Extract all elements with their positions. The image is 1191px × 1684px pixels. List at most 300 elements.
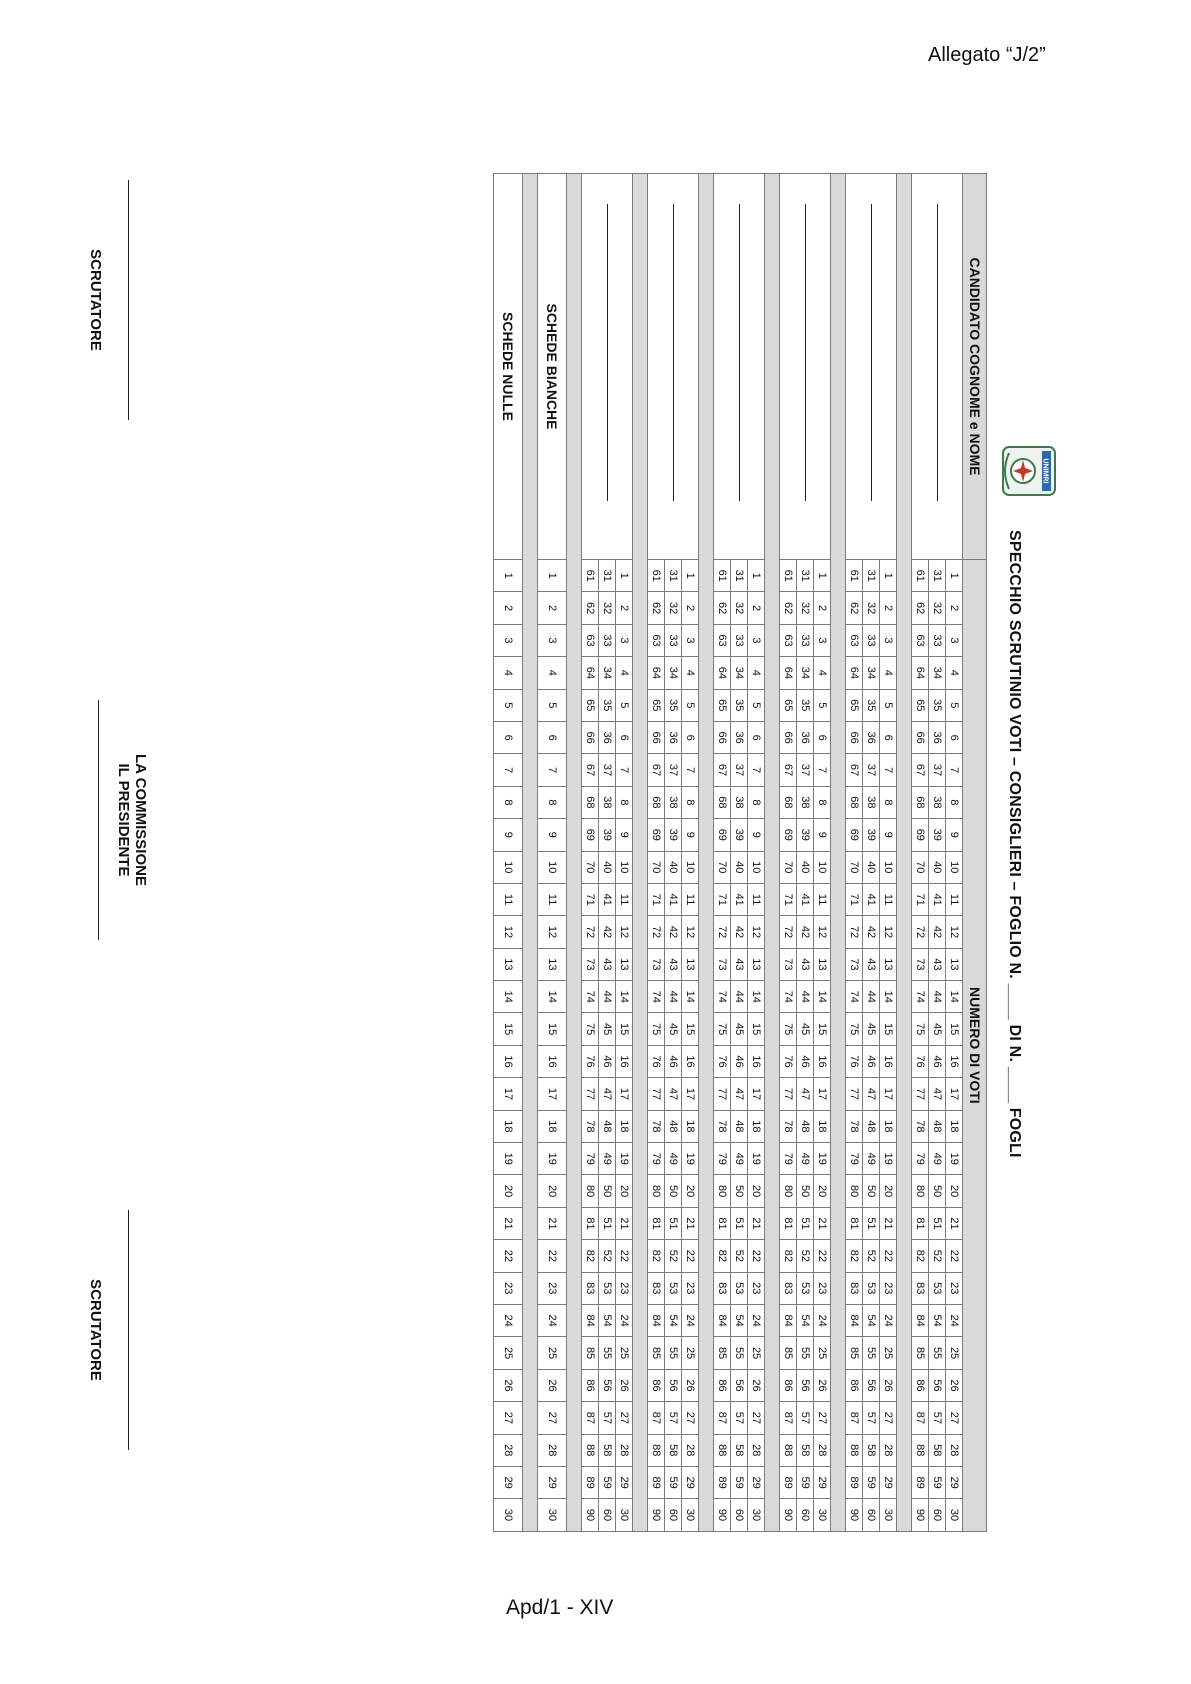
vote-number[interactable]: 51: [599, 1207, 616, 1239]
vote-number[interactable]: 56: [929, 1369, 946, 1401]
vote-number[interactable]: 71: [648, 883, 665, 915]
vote-number[interactable]: 48: [665, 1110, 682, 1142]
vote-number[interactable]: 57: [863, 1402, 880, 1434]
vote-number[interactable]: 1: [946, 560, 963, 592]
vote-number[interactable]: 90: [846, 1499, 863, 1531]
vote-number[interactable]: 29: [880, 1466, 897, 1498]
vote-number[interactable]: 4: [946, 657, 963, 689]
vote-number[interactable]: 21: [616, 1207, 633, 1239]
vote-number[interactable]: 75: [582, 1013, 599, 1045]
vote-number[interactable]: 13: [538, 948, 567, 980]
vote-number[interactable]: 29: [682, 1466, 699, 1498]
vote-number[interactable]: 77: [780, 1078, 797, 1110]
vote-number[interactable]: 87: [714, 1402, 731, 1434]
vote-number[interactable]: 43: [797, 948, 814, 980]
vote-number[interactable]: 15: [494, 1013, 523, 1045]
vote-number[interactable]: 1: [880, 560, 897, 592]
vote-number[interactable]: 19: [814, 1143, 831, 1175]
vote-number[interactable]: 74: [648, 981, 665, 1013]
vote-number[interactable]: 19: [494, 1143, 523, 1175]
vote-number[interactable]: 8: [538, 786, 567, 818]
vote-number[interactable]: 5: [494, 689, 523, 721]
vote-number[interactable]: 12: [494, 916, 523, 948]
vote-number[interactable]: 75: [912, 1013, 929, 1045]
vote-number[interactable]: 29: [814, 1466, 831, 1498]
vote-number[interactable]: 28: [748, 1434, 765, 1466]
vote-number[interactable]: 68: [912, 786, 929, 818]
vote-number[interactable]: 28: [682, 1434, 699, 1466]
vote-number[interactable]: 43: [929, 948, 946, 980]
vote-number[interactable]: 35: [797, 689, 814, 721]
vote-number[interactable]: 49: [929, 1143, 946, 1175]
vote-number[interactable]: 76: [582, 1045, 599, 1077]
vote-number[interactable]: 4: [814, 657, 831, 689]
vote-number[interactable]: 66: [582, 721, 599, 753]
vote-number[interactable]: 23: [748, 1272, 765, 1304]
vote-number[interactable]: 36: [929, 721, 946, 753]
vote-number[interactable]: 14: [538, 981, 567, 1013]
vote-number[interactable]: 20: [616, 1175, 633, 1207]
vote-number[interactable]: 33: [929, 624, 946, 656]
vote-number[interactable]: 38: [599, 786, 616, 818]
vote-number[interactable]: 63: [912, 624, 929, 656]
vote-number[interactable]: 2: [748, 592, 765, 624]
vote-number[interactable]: 80: [912, 1175, 929, 1207]
vote-number[interactable]: 62: [912, 592, 929, 624]
vote-number[interactable]: 18: [494, 1110, 523, 1142]
vote-number[interactable]: 67: [582, 754, 599, 786]
vote-number[interactable]: 90: [582, 1499, 599, 1531]
vote-number[interactable]: 80: [846, 1175, 863, 1207]
vote-number[interactable]: 9: [748, 819, 765, 851]
vote-number[interactable]: 87: [780, 1402, 797, 1434]
vote-number[interactable]: 18: [946, 1110, 963, 1142]
vote-number[interactable]: 85: [780, 1337, 797, 1369]
vote-number[interactable]: 26: [946, 1369, 963, 1401]
vote-number[interactable]: 20: [880, 1175, 897, 1207]
vote-number[interactable]: 69: [912, 819, 929, 851]
vote-number[interactable]: 79: [846, 1143, 863, 1175]
vote-number[interactable]: 4: [880, 657, 897, 689]
vote-number[interactable]: 38: [797, 786, 814, 818]
vote-number[interactable]: 15: [880, 1013, 897, 1045]
vote-number[interactable]: 39: [599, 819, 616, 851]
vote-number[interactable]: 67: [648, 754, 665, 786]
vote-number[interactable]: 65: [582, 689, 599, 721]
vote-number[interactable]: 28: [616, 1434, 633, 1466]
vote-number[interactable]: 53: [863, 1272, 880, 1304]
vote-number[interactable]: 10: [494, 851, 523, 883]
vote-number[interactable]: 32: [731, 592, 748, 624]
vote-number[interactable]: 64: [714, 657, 731, 689]
vote-number[interactable]: 77: [648, 1078, 665, 1110]
vote-number[interactable]: 6: [494, 721, 523, 753]
vote-number[interactable]: 25: [538, 1337, 567, 1369]
vote-number[interactable]: 42: [599, 916, 616, 948]
vote-number[interactable]: 21: [880, 1207, 897, 1239]
candidate-name-field[interactable]: [582, 174, 633, 560]
vote-number[interactable]: 86: [714, 1369, 731, 1401]
vote-number[interactable]: 85: [582, 1337, 599, 1369]
vote-number[interactable]: 71: [846, 883, 863, 915]
vote-number[interactable]: 48: [599, 1110, 616, 1142]
vote-number[interactable]: 50: [599, 1175, 616, 1207]
vote-number[interactable]: 13: [880, 948, 897, 980]
vote-number[interactable]: 27: [946, 1402, 963, 1434]
vote-number[interactable]: 17: [538, 1078, 567, 1110]
vote-number[interactable]: 53: [797, 1272, 814, 1304]
vote-number[interactable]: 88: [582, 1434, 599, 1466]
vote-number[interactable]: 38: [665, 786, 682, 818]
vote-number[interactable]: 26: [616, 1369, 633, 1401]
vote-number[interactable]: 22: [494, 1240, 523, 1272]
vote-number[interactable]: 44: [929, 981, 946, 1013]
vote-number[interactable]: 2: [814, 592, 831, 624]
vote-number[interactable]: 3: [538, 624, 567, 656]
vote-number[interactable]: 79: [648, 1143, 665, 1175]
vote-number[interactable]: 5: [616, 689, 633, 721]
vote-number[interactable]: 22: [616, 1240, 633, 1272]
vote-number[interactable]: 18: [682, 1110, 699, 1142]
vote-number[interactable]: 18: [748, 1110, 765, 1142]
vote-number[interactable]: 21: [494, 1207, 523, 1239]
vote-number[interactable]: 77: [846, 1078, 863, 1110]
vote-number[interactable]: 76: [912, 1045, 929, 1077]
vote-number[interactable]: 74: [582, 981, 599, 1013]
vote-number[interactable]: 44: [863, 981, 880, 1013]
vote-number[interactable]: 16: [814, 1045, 831, 1077]
vote-number[interactable]: 27: [494, 1402, 523, 1434]
vote-number[interactable]: 45: [599, 1013, 616, 1045]
vote-number[interactable]: 27: [616, 1402, 633, 1434]
candidate-name-field[interactable]: [846, 174, 897, 560]
vote-number[interactable]: 49: [599, 1143, 616, 1175]
vote-number[interactable]: 67: [846, 754, 863, 786]
vote-number[interactable]: 60: [599, 1499, 616, 1531]
vote-number[interactable]: 35: [599, 689, 616, 721]
vote-number[interactable]: 28: [880, 1434, 897, 1466]
vote-number[interactable]: 46: [599, 1045, 616, 1077]
vote-number[interactable]: 23: [682, 1272, 699, 1304]
vote-number[interactable]: 26: [494, 1369, 523, 1401]
vote-number[interactable]: 40: [665, 851, 682, 883]
vote-number[interactable]: 56: [731, 1369, 748, 1401]
vote-number[interactable]: 28: [946, 1434, 963, 1466]
vote-number[interactable]: 73: [780, 948, 797, 980]
vote-number[interactable]: 24: [880, 1304, 897, 1336]
vote-number[interactable]: 31: [797, 560, 814, 592]
vote-number[interactable]: 33: [863, 624, 880, 656]
vote-number[interactable]: 21: [946, 1207, 963, 1239]
vote-number[interactable]: 36: [599, 721, 616, 753]
vote-number[interactable]: 82: [780, 1240, 797, 1272]
vote-number[interactable]: 83: [912, 1272, 929, 1304]
vote-number[interactable]: 21: [538, 1207, 567, 1239]
vote-number[interactable]: 25: [616, 1337, 633, 1369]
vote-number[interactable]: 47: [863, 1078, 880, 1110]
vote-number[interactable]: 29: [494, 1466, 523, 1498]
vote-number[interactable]: 60: [797, 1499, 814, 1531]
vote-number[interactable]: 57: [599, 1402, 616, 1434]
vote-number[interactable]: 11: [616, 883, 633, 915]
vote-number[interactable]: 45: [731, 1013, 748, 1045]
vote-number[interactable]: 30: [616, 1499, 633, 1531]
vote-number[interactable]: 10: [946, 851, 963, 883]
vote-number[interactable]: 12: [538, 916, 567, 948]
vote-number[interactable]: 77: [714, 1078, 731, 1110]
vote-number[interactable]: 56: [863, 1369, 880, 1401]
vote-number[interactable]: 59: [731, 1466, 748, 1498]
vote-number[interactable]: 80: [648, 1175, 665, 1207]
vote-number[interactable]: 71: [912, 883, 929, 915]
vote-number[interactable]: 50: [731, 1175, 748, 1207]
vote-number[interactable]: 67: [780, 754, 797, 786]
vote-number[interactable]: 70: [846, 851, 863, 883]
vote-number[interactable]: 66: [648, 721, 665, 753]
vote-number[interactable]: 23: [880, 1272, 897, 1304]
vote-number[interactable]: 31: [665, 560, 682, 592]
vote-number[interactable]: 85: [648, 1337, 665, 1369]
vote-number[interactable]: 13: [946, 948, 963, 980]
vote-number[interactable]: 10: [748, 851, 765, 883]
vote-number[interactable]: 72: [648, 916, 665, 948]
vote-number[interactable]: 26: [748, 1369, 765, 1401]
vote-number[interactable]: 29: [538, 1466, 567, 1498]
vote-number[interactable]: 41: [797, 883, 814, 915]
vote-number[interactable]: 20: [814, 1175, 831, 1207]
vote-number[interactable]: 81: [648, 1207, 665, 1239]
vote-number[interactable]: 58: [599, 1434, 616, 1466]
vote-number[interactable]: 18: [538, 1110, 567, 1142]
vote-number[interactable]: 44: [599, 981, 616, 1013]
vote-number[interactable]: 44: [797, 981, 814, 1013]
vote-number[interactable]: 22: [538, 1240, 567, 1272]
vote-number[interactable]: 47: [731, 1078, 748, 1110]
vote-number[interactable]: 8: [748, 786, 765, 818]
vote-number[interactable]: 63: [648, 624, 665, 656]
vote-number[interactable]: 50: [863, 1175, 880, 1207]
vote-number[interactable]: 52: [665, 1240, 682, 1272]
vote-number[interactable]: 51: [731, 1207, 748, 1239]
vote-number[interactable]: 24: [748, 1304, 765, 1336]
vote-number[interactable]: 23: [494, 1272, 523, 1304]
vote-number[interactable]: 20: [494, 1175, 523, 1207]
vote-number[interactable]: 51: [797, 1207, 814, 1239]
vote-number[interactable]: 62: [780, 592, 797, 624]
vote-number[interactable]: 48: [863, 1110, 880, 1142]
vote-number[interactable]: 62: [846, 592, 863, 624]
vote-number[interactable]: 37: [665, 754, 682, 786]
vote-number[interactable]: 40: [929, 851, 946, 883]
vote-number[interactable]: 67: [912, 754, 929, 786]
vote-number[interactable]: 8: [682, 786, 699, 818]
vote-number[interactable]: 58: [929, 1434, 946, 1466]
vote-number[interactable]: 5: [682, 689, 699, 721]
vote-number[interactable]: 82: [648, 1240, 665, 1272]
vote-number[interactable]: 10: [880, 851, 897, 883]
vote-number[interactable]: 25: [682, 1337, 699, 1369]
vote-number[interactable]: 78: [780, 1110, 797, 1142]
vote-number[interactable]: 15: [814, 1013, 831, 1045]
vote-number[interactable]: 69: [780, 819, 797, 851]
vote-number[interactable]: 34: [797, 657, 814, 689]
vote-number[interactable]: 66: [714, 721, 731, 753]
vote-number[interactable]: 8: [880, 786, 897, 818]
vote-number[interactable]: 41: [665, 883, 682, 915]
vote-number[interactable]: 24: [682, 1304, 699, 1336]
vote-number[interactable]: 50: [665, 1175, 682, 1207]
vote-number[interactable]: 7: [814, 754, 831, 786]
vote-number[interactable]: 8: [494, 786, 523, 818]
vote-number[interactable]: 23: [946, 1272, 963, 1304]
vote-number[interactable]: 81: [714, 1207, 731, 1239]
vote-number[interactable]: 72: [582, 916, 599, 948]
vote-number[interactable]: 12: [748, 916, 765, 948]
vote-number[interactable]: 17: [880, 1078, 897, 1110]
vote-number[interactable]: 15: [946, 1013, 963, 1045]
vote-number[interactable]: 21: [814, 1207, 831, 1239]
vote-number[interactable]: 14: [946, 981, 963, 1013]
vote-number[interactable]: 13: [814, 948, 831, 980]
vote-number[interactable]: 58: [863, 1434, 880, 1466]
vote-number[interactable]: 52: [863, 1240, 880, 1272]
vote-number[interactable]: 87: [582, 1402, 599, 1434]
vote-number[interactable]: 82: [714, 1240, 731, 1272]
vote-number[interactable]: 26: [814, 1369, 831, 1401]
vote-number[interactable]: 61: [780, 560, 797, 592]
vote-number[interactable]: 75: [846, 1013, 863, 1045]
vote-number[interactable]: 68: [780, 786, 797, 818]
vote-number[interactable]: 81: [912, 1207, 929, 1239]
vote-number[interactable]: 63: [714, 624, 731, 656]
vote-number[interactable]: 53: [929, 1272, 946, 1304]
vote-number[interactable]: 11: [814, 883, 831, 915]
vote-number[interactable]: 47: [929, 1078, 946, 1110]
vote-number[interactable]: 89: [648, 1466, 665, 1498]
vote-number[interactable]: 55: [599, 1337, 616, 1369]
vote-number[interactable]: 6: [616, 721, 633, 753]
vote-number[interactable]: 4: [538, 657, 567, 689]
candidate-name-field[interactable]: [780, 174, 831, 560]
vote-number[interactable]: 55: [929, 1337, 946, 1369]
vote-number[interactable]: 5: [538, 689, 567, 721]
vote-number[interactable]: 42: [797, 916, 814, 948]
vote-number[interactable]: 18: [616, 1110, 633, 1142]
vote-number[interactable]: 80: [780, 1175, 797, 1207]
vote-number[interactable]: 25: [814, 1337, 831, 1369]
vote-number[interactable]: 84: [846, 1304, 863, 1336]
vote-number[interactable]: 30: [538, 1499, 567, 1531]
vote-number[interactable]: 21: [748, 1207, 765, 1239]
vote-number[interactable]: 14: [814, 981, 831, 1013]
vote-number[interactable]: 21: [682, 1207, 699, 1239]
vote-number[interactable]: 33: [599, 624, 616, 656]
vote-number[interactable]: 37: [599, 754, 616, 786]
vote-number[interactable]: 13: [682, 948, 699, 980]
vote-number[interactable]: 3: [494, 624, 523, 656]
vote-number[interactable]: 58: [731, 1434, 748, 1466]
vote-number[interactable]: 34: [599, 657, 616, 689]
vote-number[interactable]: 73: [648, 948, 665, 980]
vote-number[interactable]: 42: [665, 916, 682, 948]
vote-number[interactable]: 7: [946, 754, 963, 786]
vote-number[interactable]: 31: [599, 560, 616, 592]
vote-number[interactable]: 9: [880, 819, 897, 851]
vote-number[interactable]: 65: [648, 689, 665, 721]
vote-number[interactable]: 52: [599, 1240, 616, 1272]
vote-number[interactable]: 46: [863, 1045, 880, 1077]
vote-number[interactable]: 83: [846, 1272, 863, 1304]
vote-number[interactable]: 84: [780, 1304, 797, 1336]
vote-number[interactable]: 45: [797, 1013, 814, 1045]
vote-number[interactable]: 42: [731, 916, 748, 948]
vote-number[interactable]: 88: [846, 1434, 863, 1466]
vote-number[interactable]: 33: [797, 624, 814, 656]
vote-number[interactable]: 7: [538, 754, 567, 786]
vote-number[interactable]: 16: [494, 1045, 523, 1077]
vote-number[interactable]: 5: [748, 689, 765, 721]
vote-number[interactable]: 55: [797, 1337, 814, 1369]
vote-number[interactable]: 75: [780, 1013, 797, 1045]
vote-number[interactable]: 48: [797, 1110, 814, 1142]
vote-number[interactable]: 76: [780, 1045, 797, 1077]
vote-number[interactable]: 89: [912, 1466, 929, 1498]
vote-number[interactable]: 17: [946, 1078, 963, 1110]
vote-number[interactable]: 72: [714, 916, 731, 948]
vote-number[interactable]: 57: [731, 1402, 748, 1434]
vote-number[interactable]: 24: [814, 1304, 831, 1336]
vote-number[interactable]: 34: [731, 657, 748, 689]
vote-number[interactable]: 78: [648, 1110, 665, 1142]
vote-number[interactable]: 79: [780, 1143, 797, 1175]
vote-number[interactable]: 39: [797, 819, 814, 851]
vote-number[interactable]: 31: [863, 560, 880, 592]
vote-number[interactable]: 87: [648, 1402, 665, 1434]
vote-number[interactable]: 25: [880, 1337, 897, 1369]
vote-number[interactable]: 47: [797, 1078, 814, 1110]
vote-number[interactable]: 47: [599, 1078, 616, 1110]
vote-number[interactable]: 9: [946, 819, 963, 851]
vote-number[interactable]: 30: [880, 1499, 897, 1531]
vote-number[interactable]: 29: [616, 1466, 633, 1498]
vote-number[interactable]: 35: [731, 689, 748, 721]
vote-number[interactable]: 14: [494, 981, 523, 1013]
vote-number[interactable]: 49: [731, 1143, 748, 1175]
vote-number[interactable]: 2: [538, 592, 567, 624]
vote-number[interactable]: 6: [814, 721, 831, 753]
vote-number[interactable]: 54: [665, 1304, 682, 1336]
vote-number[interactable]: 46: [929, 1045, 946, 1077]
vote-number[interactable]: 23: [814, 1272, 831, 1304]
vote-number[interactable]: 77: [912, 1078, 929, 1110]
vote-number[interactable]: 89: [846, 1466, 863, 1498]
vote-number[interactable]: 44: [665, 981, 682, 1013]
vote-number[interactable]: 13: [748, 948, 765, 980]
vote-number[interactable]: 45: [929, 1013, 946, 1045]
vote-number[interactable]: 25: [748, 1337, 765, 1369]
vote-number[interactable]: 29: [946, 1466, 963, 1498]
vote-number[interactable]: 81: [846, 1207, 863, 1239]
vote-number[interactable]: 36: [863, 721, 880, 753]
vote-number[interactable]: 3: [616, 624, 633, 656]
vote-number[interactable]: 40: [599, 851, 616, 883]
vote-number[interactable]: 54: [731, 1304, 748, 1336]
vote-number[interactable]: 50: [797, 1175, 814, 1207]
vote-number[interactable]: 9: [616, 819, 633, 851]
vote-number[interactable]: 59: [599, 1466, 616, 1498]
vote-number[interactable]: 79: [714, 1143, 731, 1175]
vote-number[interactable]: 3: [946, 624, 963, 656]
